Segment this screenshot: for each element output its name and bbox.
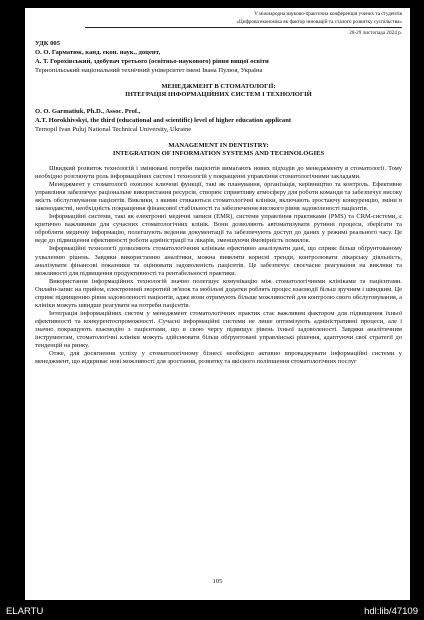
author-uk-1: О. О. Гарматюк, канд. екон. наук., доцент,: [35, 49, 161, 56]
body-paragraph: Інтеграція інформаційних систем у менеджмент стоматологічних практик стає важливим фактором для підвищення їхньої ефективності та конкурентоспроможності. Сучасні інформаційні системи не лише оптимізують адміністративні процеси, але і значно покращують взаємодію з пацієнтами, що в свою чергу підвищує рівень їхньої задоволеності. Завдяки аналітичним інструментам, стоматологічні клініки можуть здійснювати більш обґрунтовані управлінські рішення, адаптуючи свої стратегії до тенденцій на ринку.: [35, 309, 402, 350]
body-paragraph: Менеджмент у стоматології охоплює ключові функції, такі як планування, організація, керівництво та контроль. Ефективне управління забезпечує раціональне використання ресурсів, створює сприятливу атмосферу для роботи команди та забезпечує високу якість обслуговування пацієнтів. Виклики, з якими стикаються стоматологічні клініки, включають зростаючу конкуренцію, зміни в законодавстві, необхідність покращення фінансової стабільності та забезпечення високого рівня задоволеності пацієнтів.: [35, 181, 402, 213]
author-en-1: O. O. Garmatiuk, Ph.D., Assoc. Prof.,: [35, 108, 141, 115]
body-paragraph: Отже, для досягнення успіху у стоматологічному бізнесі необхідно активно впроваджувати інформаційні системи у менеджмент, що відкриває нові можливості для зростання, розвитку та якісного поліпшення стоматологічних послуг: [35, 350, 402, 366]
body-text: [35, 165, 402, 366]
author-en-2: A.T. Horokhivskyi, the third (educational and scientific) level of higher education applicant: [35, 117, 292, 124]
header-rule: [85, 27, 402, 28]
conference-date: 28-29 листопада 2024 р.: [349, 30, 402, 36]
conference-subtitle: «Цифрова економіка як фактор інновацій та сталого розвитку суспільства»: [236, 19, 402, 25]
paper-page: [25, 8, 410, 600]
conference-title: V міжнародна науково-практична конференція учених та студентів: [254, 11, 402, 17]
body-paragraph: Швидкий розвиток технологій і змінювані потреби пацієнтів вимагають нових підходів до менеджменту в стоматології. Тому необхідно розглянути роль інформаційних систем і технологій у покращенні управління стоматологічними закладами.: [35, 165, 402, 181]
body-paragraph: Використання інформаційних технологій значно полегшує комунікацію між стоматологічними клініками та пацієнтами. Онлайн-запис на прийом, електронний зворотній зв'язок та мобільні додатки роблять процес взаємодії більш зручним і швидким. Це сприяє підвищенню рівня задоволеності пацієнтів, адже вони отримують більше можливостей для контролю свого обслуговування, а клініки можуть швидше реагувати на потреби пацієнтів.: [35, 277, 402, 309]
body-paragraph: Інформаційні системи, такі як електронні медичні записи (EMR), системи управління практиками (PMS) та CRM-системи, є критично важливими для сучасних стоматологічних клінік. Вони дозволяють автоматизувати рутинні процеси, зберігати та обробляти медичну інформацію, полегшують ведення документації та забезпечують доступ до даних у режимі реального часу. Це веде до підвищення ефективності роботи адміністрації та лікарів, зменшуючи ймовірність помилок.: [35, 213, 402, 245]
affiliation-uk: Тернопільський національний технічний університет імені Івана Пулюя, Україна: [35, 67, 263, 74]
repository-name: ELARTU: [6, 606, 44, 617]
author-uk-2: А. Т. Горохівський, здобувач третього (освітньо-наукового) рівня вищої освіти: [35, 58, 269, 65]
title-uk-line2: ІНТЕГРАЦІЯ ІНФОРМАЦІЙНИХ СИСТЕМ І ТЕХНОЛОГІЙ: [125, 91, 312, 98]
affiliation-en: Ternopil Ivan Puluj National Technical University, Ukraine: [35, 126, 192, 133]
title-uk-line1: МЕНЕДЖМЕНТ В СТОМАТОЛОГІЇ:: [161, 83, 276, 90]
page-number: 105: [212, 578, 223, 585]
handle-id: hdl:lib/47109: [364, 606, 418, 617]
title-en-line1: MANAGEMENT IN DENTISTRY:: [168, 142, 269, 149]
body-paragraph: Інформаційні технології дозволяють стоматологічним клінікам ефективно аналізувати дані, що сприяє більш обґрунтованому ухваленню рішень. Завдяки використанню аналітики, можна виявляти корисні тренди, контролювати лікарську діяльність, аналізувати фінансові показники та оцінювати задоволеність пацієнтів. Це забезпечує своєчасне реагування на виклики та можливості для підвищення продуктивності та рентабельності практики.: [35, 245, 402, 277]
repository-footer: [0, 603, 424, 620]
title-en-line2: INTEGRATION OF INFORMATION SYSTEMS AND TECHNOLOGIES: [112, 150, 325, 157]
udc-code: УДК 005: [35, 40, 61, 47]
